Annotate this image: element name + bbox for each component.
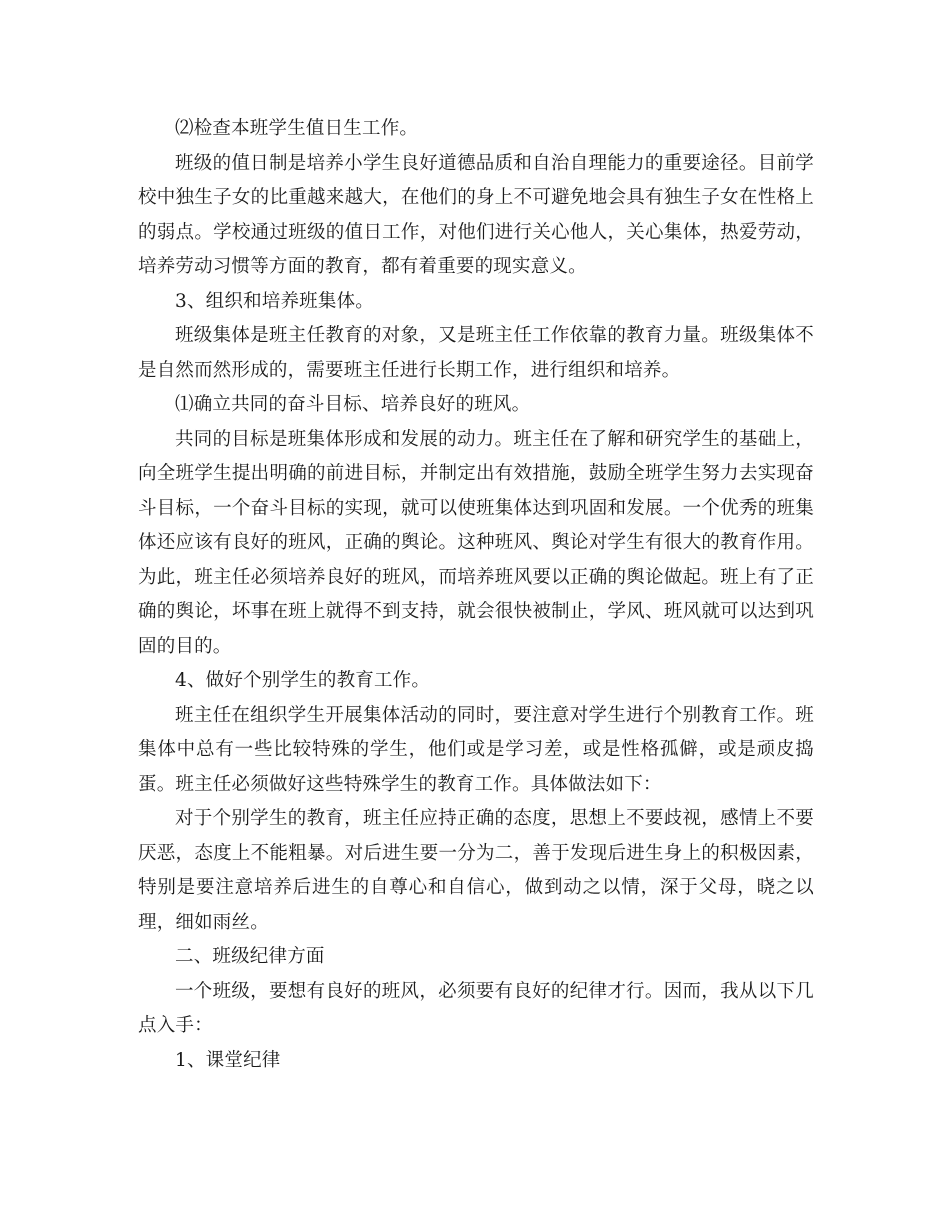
document-page (138, 112, 814, 1078)
paragraph-common-goal: 共同的目标是班集体形成和发展的动力。班主任在了解和研究学生的基础上，向全班学生提出明确的前进目标，并制定出有效措施，鼓励全班学生努力去实现奋斗目标，一个奋斗目标的实现，就可以使班集体达到巩固和发展。一个优秀的班集体还应该有良好的班风，正确的舆论。这种班风、舆论对学生有很大的教育作用。为此，班主任必须培养良好的班风，而培养班风要以正确的舆论做起。班上有了正确的舆论，坏事在班上就得不到支持，就会很快被制止，学风、班风就可以达到巩固的目的。 (138, 428, 814, 657)
paragraph-common-goal-heading: ⑴确立共同的奋斗目标、培养良好的班风。 (175, 394, 531, 415)
paragraph-class-organization-heading: 3、组织和培养班集体。 (175, 290, 374, 312)
paragraph-discipline-heading: 二、班级纪律方面 (175, 946, 325, 967)
paragraph-individual-education: 班主任在组织学生开展集体活动的同时，要注意对学生进行个别教育工作。班集体中总有一些比较特殊的学生，他们或是学习差，或是性格孤僻，或是顽皮捣蛋。班主任必须做好这些特殊学生的教育工作。具体做法如下： (138, 704, 814, 795)
paragraph-individual-attitude: 对于个别学生的教育，班主任应持正确的态度，思想上不要歧视，感情上不要厌恶，态度上不能粗暴。对后进生要一分为二，善于发现后进生身上的积极因素，特别是要注意培养后进生的自尊心和自信心，做到动之以情，深于父母，晓之以理，细如雨丝。 (138, 808, 814, 933)
paragraph-duty-check-heading: ⑵检查本班学生值日生工作。 (175, 118, 419, 139)
paragraph-duty-system: 班级的值日制是培养小学生良好道德品质和自治自理能力的重要途径。目前学校中独生子女的比重越来越大，在他们的身上不可避免地会具有独生子女在性格上的弱点。学校通过班级的值日工作，对他们进行关心他人，关心集体，热爱劳动，培养劳动习惯等方面的教育，都有着重要的现实意义。 (138, 152, 814, 277)
paragraph-discipline-intro: 一个班级，要想有良好的班风，必须要有良好的纪律才行。因而，我从以下几点入手： (138, 980, 814, 1036)
paragraph-classroom-discipline-heading: 1、课堂纪律 (175, 1049, 281, 1071)
paragraph-class-collective: 班级集体是班主任教育的对象，又是班主任工作依靠的教育力量。班级集体不是自然而然形成的，需要班主任进行长期工作，进行组织和培养。 (138, 325, 814, 381)
paragraph-individual-education-heading: 4、做好个别学生的教育工作。 (175, 670, 431, 691)
